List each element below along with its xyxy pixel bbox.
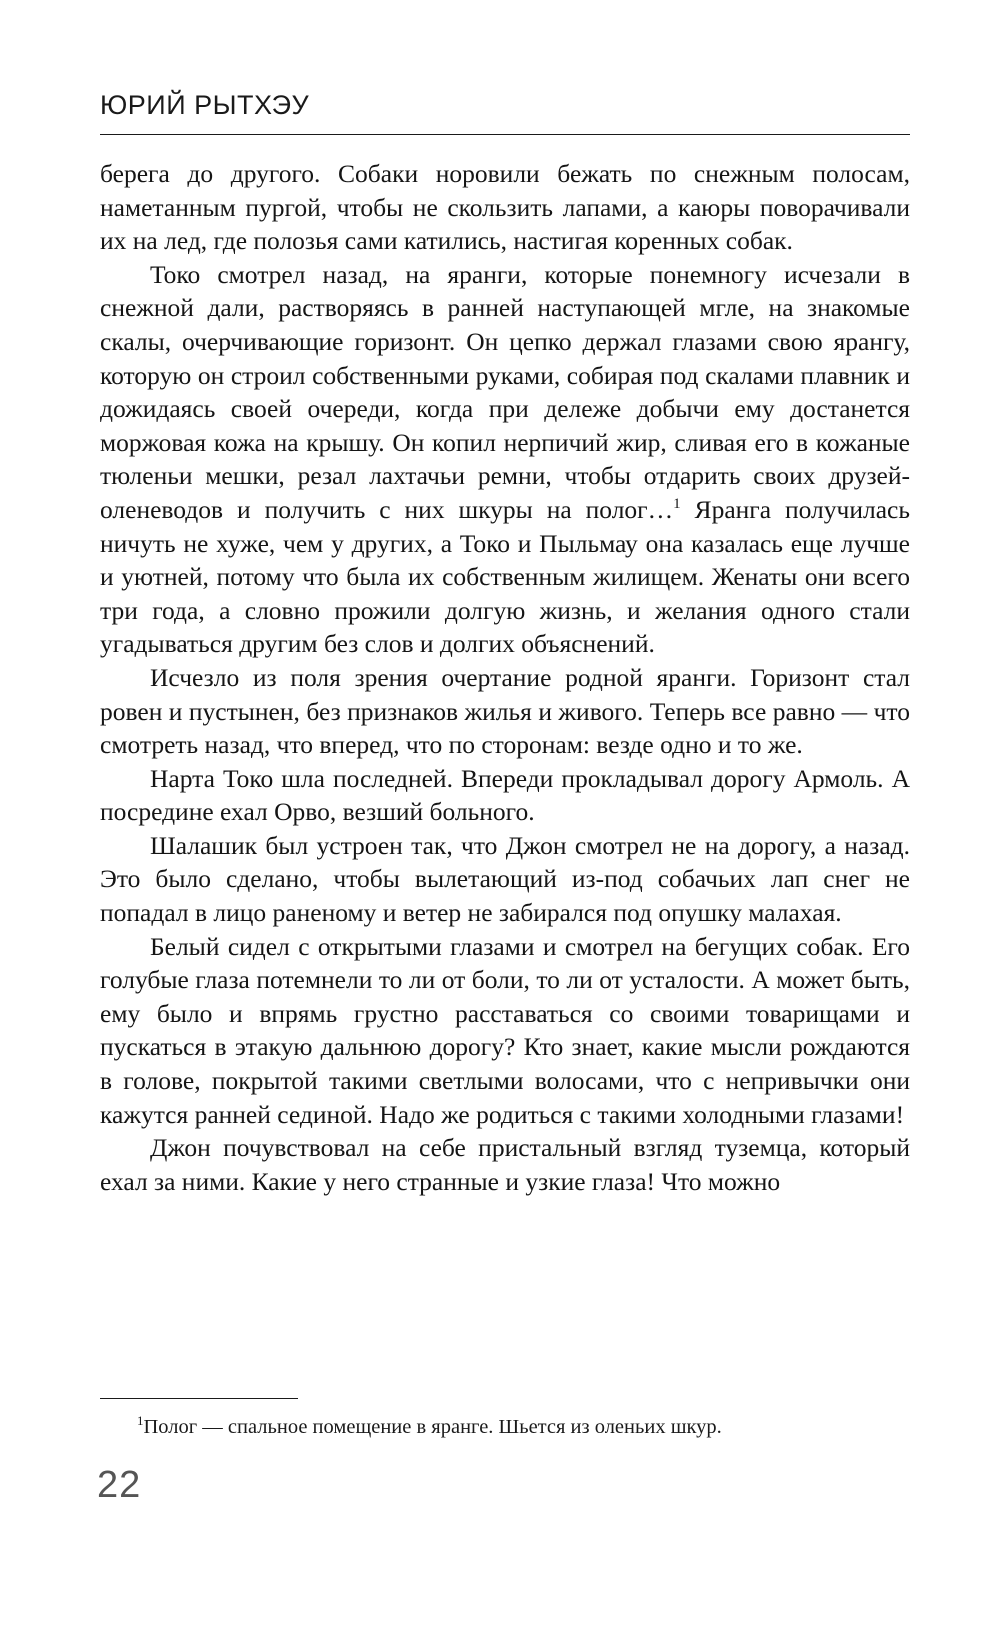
paragraph: Белый сидел с открытыми глазами и смотрел на бегущих собак. Его голубые глаза потемнели то ли от боли, то ли от усталости. А может быть, ему было и впрямь грустно расставаться со своими товарищами и пускаться в этакую дальнюю дорогу? Кто знает, какие мысли рождаются в голове, покрытой такими светлыми волосами, что с непривычки они кажутся ранней сединой. Надо же родиться с такими холодными глазами!	[100, 931, 910, 1129]
paragraph	[100, 258, 910, 661]
footnote-text: Полог — спальное помещение в яранге. Шьется из оленьих шкур.	[143, 1416, 722, 1438]
running-head: ЮРИЙ РЫТХЭУ	[100, 90, 310, 120]
paragraph-text: Токо смотрел назад, на яранги, которые понемногу исчезали в снежной дали, растворяясь в ранней наступающей мгле, на знакомые скалы, очерчивающие горизонт. Он цепко держал глазами свою ярангу, которую он строил собственными руками, собирая под скалами плавник и дожидаясь своей очереди, когда при дележе добычи ему достанется моржовая кожа на крышу. Он копил нерпичий жир, сливая его в кожаные тюленьи мешки, резал лахтачьи ремни, чтобы отдарить своих друзей-оленеводов и получить с них шкуры на полог…	[100, 259, 910, 524]
footnote-reference[interactable]: 1	[673, 495, 681, 512]
paragraph: Шалашик был устроен так, что Джон смотрел не на дорогу, а назад. Это было сделано, чтобы вылетающий из-под собачьих лап снег не попадал в лицо раненому и ветер не забирался под опушку малахая.	[100, 830, 910, 928]
paragraph: Нарта Токо шла последней. Впереди прокладывал дорогу Армоль. А посредине ехал Орво, везший больного.	[100, 763, 910, 827]
header-rule	[100, 134, 910, 135]
footnote-marker: 1	[137, 1413, 144, 1428]
page-number: 22	[97, 1464, 142, 1506]
footnote	[137, 1414, 910, 1440]
body-text	[100, 157, 910, 1198]
paragraph: Джон почувствовал на себе пристальный взгляд туземца, который ехал за ними. Какие у него странные и узкие глаза! Что можно	[100, 1133, 910, 1196]
paragraph-text-continued: Яранга получилась ничуть не хуже, чем у других, а Токо и Пыльмау она казалась еще лучше и уютней, потому что была их собственным жилищем. Женаты они всего три года, а словно прожили долгую жизнь, и желания одного стали угадываться другим без слов и долгих объяснений.	[100, 494, 910, 659]
paragraph: Исчезло из поля зрения очертание родной яранги. Горизонт стал ровен и пустынен, без признаков жилья и живого. Теперь все равно — что смотреть назад, что вперед, что по сторонам: везде одно и то же.	[100, 662, 910, 760]
footnote-rule	[100, 1398, 298, 1399]
paragraph: берега до другого. Собаки норовили бежать по снежным полосам, наметанным пургой, чтобы не скользить лапами, а каюры поворачивали их на лед, где полозья сами катились, настигая коренных собак.	[100, 159, 910, 256]
